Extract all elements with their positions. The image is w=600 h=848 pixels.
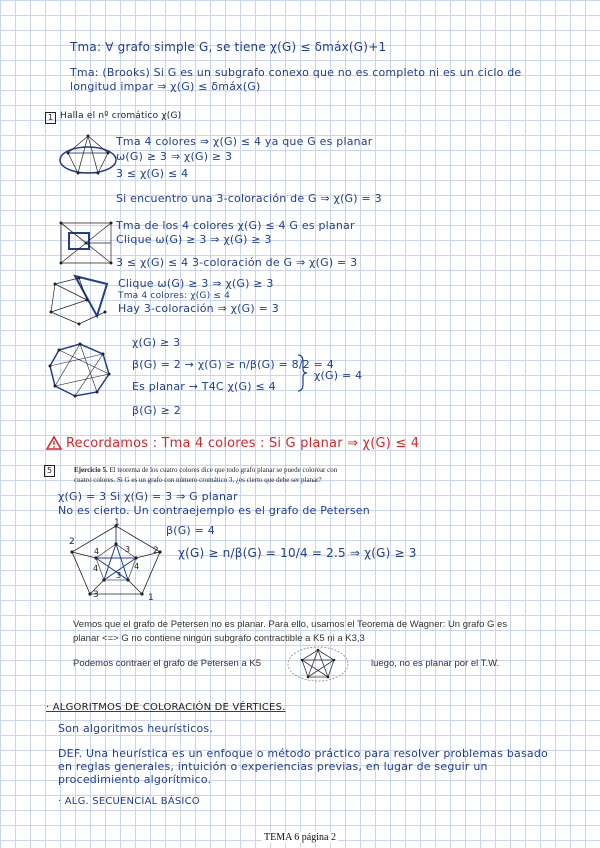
page-number-label: TEMA 6 página 2 (264, 832, 336, 843)
heuristic-definition-line-2: en reglas generales, intuición o experiencias previas, en lugar de seguir un (58, 760, 488, 773)
graph-4-line-2: β(G) = 2 → χ(G) ≥ n/β(G) = 8/2 = 4 (132, 358, 334, 371)
petersen-label-outer-left: 2 (69, 537, 75, 547)
graph-1-drawing (58, 128, 118, 183)
graph-4-line-1: χ(G) ≥ 3 (132, 336, 181, 349)
recordamos-note: Recordamos : Tma 4 colores : Si G planar ⇒ χ(G) ≤ 4 (66, 436, 420, 451)
exercise-5-hw-line-2: No es cierto. Un contraejemplo es el grafo de Petersen (58, 504, 370, 517)
graph-2-drawing (55, 215, 117, 270)
theorem-brooks-line1: Tma: (Brooks) Si G es un subgrafo conexo que no es completo ni es un ciclo de (70, 66, 522, 79)
exercise-5-number: 5 (44, 465, 55, 477)
k5-contraction-drawing (286, 645, 350, 683)
page-footer (0, 832, 600, 843)
graph-2-line-1: Tma de los 4 colores χ(G) ≤ 4 G es planar (116, 219, 355, 232)
heuristic-definition-line-3: procedimiento algorítmico. (58, 773, 212, 786)
petersen-label-outer-bottom-left: 3 (93, 590, 99, 600)
heuristic-definition-line-1: DEF. Una heurística es un enfoque o método práctico para resolver problemas basado (58, 747, 548, 760)
exercise-5-title: Ejercicio 5. (74, 466, 108, 474)
petersen-beta: β(G) = 4 (166, 524, 215, 537)
petersen-label-inner-bottom-left: 4 (93, 564, 99, 573)
graph-4-drawing (45, 340, 115, 400)
exercise-1-number: 1 (45, 112, 56, 124)
not-planar-conclusion: luego, no es planar por el T.W. (371, 658, 500, 669)
exercise-5-statement-2: cuatro colores. Si G es un grafo con número cromático 3, ¿es cierto que debe ser planar? (74, 476, 322, 484)
exercise-1-header: Halla el nº cromático χ(G) (60, 111, 182, 121)
graph-3-line-2: Tma 4 colores: χ(G) ≤ 4 (118, 291, 231, 301)
graph-1-line-4: Si encuentro una 3-coloración de G ⇒ χ(G) = 3 (116, 192, 382, 205)
brace-icon (296, 354, 308, 392)
graph-3-line-1: Clique ω(G) ≥ 3 ⇒ χ(G) ≥ 3 (118, 277, 274, 290)
algorithms-section-title: · ALGORITMOS DE COLORACIÓN DE VÉRTICES. (46, 702, 286, 713)
petersen-label-inner-left: 4 (94, 547, 100, 556)
graph-1-line-1: Tma 4 colores ⇒ χ(G) ≤ 4 ya que G es planar (116, 135, 373, 148)
graph-1-line-2: ω(G) ≥ 3 ⇒ χ(G) ≥ 3 (116, 150, 233, 163)
petersen-inequality: χ(G) ≥ n/β(G) = 10/4 = 2.5 ⇒ χ(G) ≥ 3 (178, 546, 417, 560)
graph-4-result: χ(G) = 4 (314, 369, 363, 382)
sequential-algorithm-heading: · ALG. SECUENCIAL BÁSICO (58, 796, 200, 807)
contraction-text: Podemos contraer el grafo de Petersen a K5 (73, 658, 262, 669)
exercise-5-hw-line-1: χ(G) = 3 Si χ(G) = 3 ⇒ G planar (58, 490, 238, 503)
petersen-label-outer-bottom-right: 1 (148, 593, 154, 603)
theorem-brooks-line2: longitud impar ⇒ χ(G) ≤ δmáx(G) (70, 80, 261, 93)
graph-3-line-3: Hay 3-coloración ⇒ χ(G) = 3 (118, 302, 279, 315)
exercise-5-text-1: El teorema de los cuatro colores dice que todo grafo planar se puede colorear con (109, 466, 338, 474)
graph-3-drawing (45, 272, 115, 332)
petersen-label-outer-right: 2 (153, 546, 159, 556)
exercise-5-statement-1 (74, 466, 337, 474)
wagner-paragraph-2: planar <=> G no contiene ningún subgrafo contractible a K5 ni a K3,3 (73, 633, 365, 644)
algorithms-heuristic-note: Son algoritmos heurísticos. (58, 722, 214, 735)
theorem-general-bound: Tma: ∀ grafo simple G, se tiene χ(G) ≤ δmáx(G)+1 (70, 40, 387, 54)
graph-1-line-3: 3 ≤ χ(G) ≤ 4 (116, 167, 189, 180)
petersen-label-inner-top: 3 (125, 545, 131, 554)
graph-4-line-4: β(G) ≥ 2 (132, 404, 181, 417)
petersen-label-inner-bottom-right: 3 (116, 571, 122, 580)
petersen-graph-drawing (66, 522, 166, 600)
graph-2-line-3: 3 ≤ χ(G) ≤ 4 3-coloración de G ⇒ χ(G) = 3 (116, 256, 358, 269)
petersen-label-inner-right: 4 (134, 562, 140, 571)
warning-icon (46, 436, 62, 450)
wagner-paragraph-1: Vemos que el grafo de Petersen no es planar. Para ello, usamos el Teorema de Wagner: Un grafo G es (73, 619, 508, 630)
petersen-label-outer-top: 1 (114, 518, 120, 528)
graph-2-line-2: Clique ω(G) ≥ 3 ⇒ χ(G) ≥ 3 (116, 233, 272, 246)
graph-4-line-3: Es planar → T4C χ(G) ≤ 4 (132, 380, 276, 393)
